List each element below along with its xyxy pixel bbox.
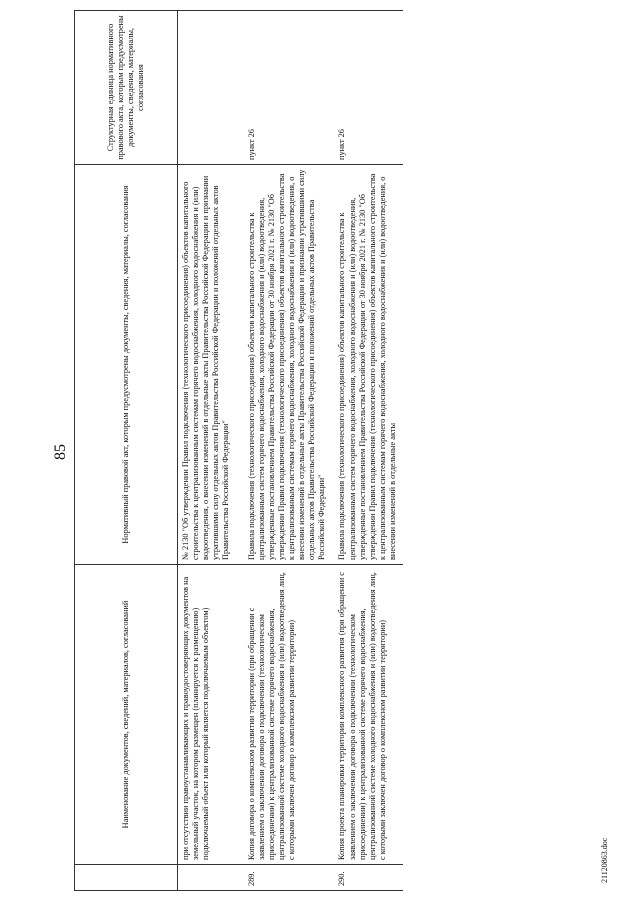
header-documents: Наименование документов, сведений, материалов, согласований: [75, 565, 178, 865]
row-structural-unit: пункт 26: [332, 11, 403, 165]
header-structural-unit: Структурная единица нормативного правового акта, которым предусмотрены документы, сведения, материалы, согласования: [75, 11, 178, 165]
row-document: Копия проекта планировки территории комплексного развития (при обращении с заявлением о заключении договора о подключении (технологическом присоединении) к централизованной системе горячего водоснабжения, централизованной системе холодного водоснабжения и (или) водоотведения лиц, с которыми заключен договор о комплексном развитии территории): [332, 565, 403, 865]
row-number: 289.: [242, 865, 333, 891]
table-row: [332, 11, 403, 891]
table-row: [178, 11, 242, 891]
row-document: Копия договора о комплексном развитии территории (при обращении с заявлением о заключении договора о подключении (технологическом присоединении) к централизованной системе горячего водоснабжения, централизованной системе холодного водоснабжения и (или) водоотведения лиц, с которыми заключен договор о комплексном развитии территории): [242, 565, 333, 865]
header-normative-act: Нормативный правовой акт, которым предусмотрены документы, сведения, материалы, согласования: [75, 165, 178, 565]
page-number: 85: [52, 444, 69, 460]
table-row: [242, 11, 333, 891]
row-normative-act: Правила подключения (технологического присоединения) объектов капитального строительства к централизованным систем горячего водоснабжения, холодного водоснабжения и (или) водоотведения, утвержденные постановлением Правительства Российской Федерации от 30 ноября 2021 г. № 2130 "Об утверждении Правил подключения (технологического присоединения) объектов капитального строительства к централизованным системам горячего водоснабжения, холодного водоснабжения и (или) водоотведения, о внесении изменений в отдельные акты Правительства Российской Федерации и признании утратившими силу отдельных актов Правительства Российской Федерации и положений отдельных актов Правительства Российской Федерации": [242, 165, 333, 565]
requirements-table: [74, 10, 403, 891]
row-normative-act: Правила подключения (технологического присоединения) объектов капитального строительства к централизованным систем горячего водоснабжения, холодного водоснабжения и (или) водоотведения, утвержденные постановлением Правительства Российской Федерации от 30 ноября 2021 г. № 2130 "Об утверждении Правил подключения (технологического присоединения) объектов капитального строительства к централизованным системам горячего водоснабжения, холодного водоснабжения и (или) водоотведения, о внесении изменений в отдельные акты: [332, 165, 403, 565]
row-normative-act: № 2130 "Об утверждении Правил подключения (технологического присоединения) объектов капитального строительства к централизованным системам горячего водоснабжения, холодного водоснабжения и (или) водоотведения, о внесении изменений в отдельные акты Правительства Российской Федерации и признании утратившими силу отдельных актов Правительства Российской Федерации и положений отдельных актов Правительства Российской Федерации": [178, 165, 242, 565]
row-number: 290.: [332, 865, 403, 891]
table-header-row: [75, 11, 178, 891]
header-number: [75, 865, 178, 891]
row-structural-unit: пункт 26: [242, 11, 333, 165]
footer-filename: 21120863.doc: [600, 837, 609, 883]
row-structural-unit: [178, 11, 242, 165]
row-number: [178, 865, 242, 891]
row-document: при отсутствии правоустанавливающих и правоудостоверяющих документов на земельный участок, на котором размещен (планируется к размещению) подключаемый объект или который является подключаемым объектом): [178, 565, 242, 865]
